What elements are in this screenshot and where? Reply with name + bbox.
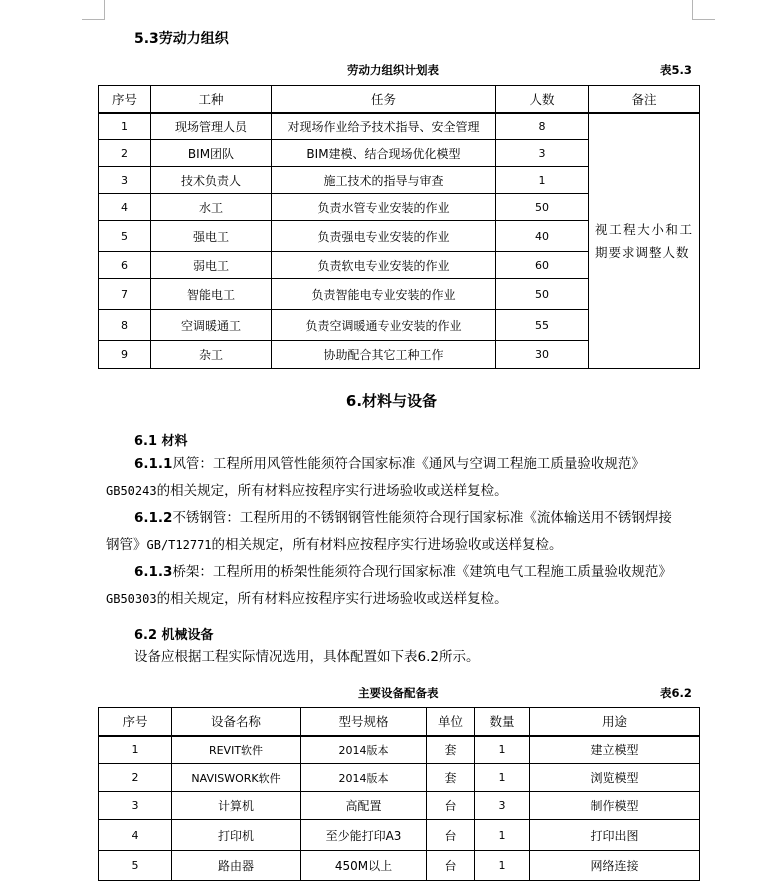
table-row [99, 736, 700, 764]
cell-purpose: 浏览模型 [530, 764, 700, 792]
cell-equipment: 计算机 [172, 792, 301, 820]
header-cell: 任务 [272, 86, 496, 113]
cell-spec: 450M以上 [301, 851, 427, 881]
table-row [99, 764, 700, 792]
cell-task: 负责空调暖通专业安装的作业 [272, 310, 496, 341]
paragraph-6-1-2 [106, 505, 706, 559]
cell-count: 8 [496, 113, 589, 140]
cell-index: 1 [99, 113, 151, 140]
cell-count: 3 [496, 140, 589, 167]
cell-index: 9 [99, 341, 151, 369]
page-corner-mark-left [82, 0, 105, 20]
cell-equipment: REVIT软件 [172, 736, 301, 764]
chapter-6-title: 6.材料与设备 [345, 392, 438, 410]
section-6-1-title: 6.1 材料 [134, 434, 188, 449]
equipment-table-header-row [99, 708, 700, 736]
page-corner-mark-right [692, 0, 715, 20]
cell-index: 4 [99, 194, 151, 221]
cell-count: 40 [496, 221, 589, 252]
paragraph-text: 的相关规定，所有材料应按程序实行进场验收或送样复检。 [156, 483, 508, 499]
paragraph-text: 的相关规定，所有材料应按程序实行进场验收或送样复检。 [156, 591, 508, 607]
header-cell: 人数 [496, 86, 589, 113]
clause-number: 6.1.2 [134, 510, 173, 526]
cell-unit: 台 [427, 792, 475, 820]
paragraph-text: 的相关规定，所有材料应按程序实行进场验收或送样复检。 [211, 537, 563, 553]
cell-index: 4 [99, 820, 172, 851]
paragraph-text: 风管：工程所用风管性能须符合国家标准《通风与空调工程施工质量验收规范》 [172, 456, 645, 472]
cell-unit: 台 [427, 820, 475, 851]
cell-spec: 至少能打印A3 [301, 820, 427, 851]
clause-number: 6.1.1 [134, 456, 173, 472]
labor-table-ref: 表5.3 [660, 63, 692, 77]
cell-count: 50 [496, 279, 589, 310]
cell-trade: 智能电工 [151, 279, 272, 310]
cell-trade: 空调暖通工 [151, 310, 272, 341]
paragraph-text: 桥架：工程所用的桥架性能须符合现行国家标准《建筑电气工程施工质量验收规范》 [172, 564, 672, 580]
section-5-3-title: 5.3劳动力组织 [134, 31, 229, 47]
cell-spec: 高配置 [301, 792, 427, 820]
cell-equipment: 路由器 [172, 851, 301, 881]
cell-index: 3 [99, 792, 172, 820]
labor-table-caption: 劳动力组织计划表 [347, 63, 439, 77]
cell-spec: 2014版本 [301, 736, 427, 764]
cell-index: 6 [99, 252, 151, 279]
cell-index: 3 [99, 167, 151, 194]
header-cell: 单位 [427, 708, 475, 736]
cell-equipment: NAVISWORK软件 [172, 764, 301, 792]
cell-count: 50 [496, 194, 589, 221]
cell-index: 5 [99, 221, 151, 252]
cell-count: 30 [496, 341, 589, 369]
clause-number: 6.1.3 [134, 564, 173, 580]
cell-count: 55 [496, 310, 589, 341]
cell-trade: 杂工 [151, 341, 272, 369]
cell-trade: 水工 [151, 194, 272, 221]
equipment-table-caption: 主要设备配备表 [358, 686, 439, 700]
cell-trade: BIM团队 [151, 140, 272, 167]
header-cell: 型号规格 [301, 708, 427, 736]
paragraph-6-1-1 [106, 451, 706, 505]
cell-index: 2 [99, 764, 172, 792]
equipment-table-ref: 表6.2 [660, 686, 692, 700]
cell-task: 施工技术的指导与审查 [272, 167, 496, 194]
cell-index: 1 [99, 736, 172, 764]
cell-trade: 现场管理人员 [151, 113, 272, 140]
header-cell: 用途 [530, 708, 700, 736]
cell-index: 7 [99, 279, 151, 310]
header-cell: 序号 [99, 708, 172, 736]
cell-task: 负责水管专业安装的作业 [272, 194, 496, 221]
header-cell: 备注 [589, 86, 700, 113]
cell-index: 5 [99, 851, 172, 881]
standard-code: GB/T12771 [146, 538, 212, 552]
cell-trade: 强电工 [151, 221, 272, 252]
table-row [99, 820, 700, 851]
cell-unit: 套 [427, 764, 475, 792]
labor-table-header-row [99, 86, 700, 113]
cell-task: 负责软电专业安装的作业 [272, 252, 496, 279]
table-row [99, 851, 700, 881]
cell-task: 协助配合其它工种工作 [272, 341, 496, 369]
cell-unit: 套 [427, 736, 475, 764]
cell-task: 对现场作业给予技术指导、安全管理 [272, 113, 496, 140]
cell-task: BIM建模、结合现场优化模型 [272, 140, 496, 167]
table-row [99, 113, 700, 140]
standard-code: GB50303 [106, 592, 157, 606]
paragraph-text: 不锈钢管：工程所用的不锈钢钢管性能须符合现行国家标准《流体输送用不锈钢焊接 [172, 510, 672, 526]
paragraph-6-1-3 [106, 559, 706, 613]
cell-task: 负责强电专业安装的作业 [272, 221, 496, 252]
cell-trade: 技术负责人 [151, 167, 272, 194]
cell-quantity: 3 [475, 792, 530, 820]
labor-plan-table [98, 85, 700, 369]
cell-purpose: 打印出图 [530, 820, 700, 851]
cell-equipment: 打印机 [172, 820, 301, 851]
standard-code: GB50243 [106, 484, 157, 498]
cell-unit: 台 [427, 851, 475, 881]
header-cell: 工种 [151, 86, 272, 113]
cell-quantity: 1 [475, 736, 530, 764]
cell-note: 视工程大小和工期要求调整人数 [589, 113, 700, 369]
cell-count: 60 [496, 252, 589, 279]
cell-count: 1 [496, 167, 589, 194]
header-cell: 设备名称 [172, 708, 301, 736]
section-6-2-title: 6.2 机械设备 [134, 628, 214, 643]
paragraph-text: 钢管》 [106, 537, 147, 553]
cell-trade: 弱电工 [151, 252, 272, 279]
cell-purpose: 制作模型 [530, 792, 700, 820]
cell-quantity: 1 [475, 764, 530, 792]
cell-task: 负责智能电专业安装的作业 [272, 279, 496, 310]
cell-quantity: 1 [475, 820, 530, 851]
cell-purpose: 网络连接 [530, 851, 700, 881]
header-cell: 序号 [99, 86, 151, 113]
cell-quantity: 1 [475, 851, 530, 881]
cell-spec: 2014版本 [301, 764, 427, 792]
cell-index: 2 [99, 140, 151, 167]
cell-purpose: 建立模型 [530, 736, 700, 764]
equipment-table [98, 707, 700, 881]
cell-index: 8 [99, 310, 151, 341]
table-row [99, 792, 700, 820]
header-cell: 数量 [475, 708, 530, 736]
paragraph-6-2: 设备应根据工程实际情况选用，具体配置如下表6.2所示。 [134, 649, 480, 665]
